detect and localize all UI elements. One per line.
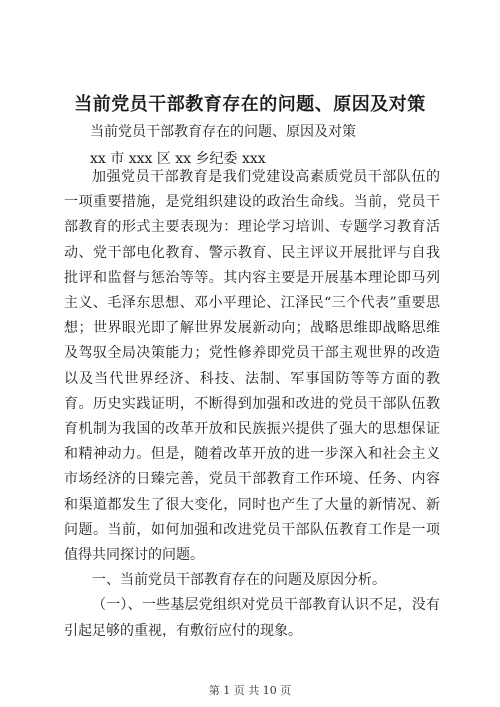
paragraph-intro: 加强党员干部教育是我们党建设高素质党员干部队伍的一项重要措施，是党组织建设的政治生命线。当前，党员干部教育的形式主要表现为：理论学习培训、专题学习教育活动、党干部电化教育、警示教育、民主评议开展批评与自我批评和监督与惩治等等。其内容主要是开展基本理论即马列主义、毛泽东思想、邓小平理论、江泽民“三个代表”重要思想；世界眼光即了解世界发展新动向；战略思维即战略思维及驾驭全局决策能力；党性修养即党员干部主观世界的改造以及当代世界经济、科技、法制、军事国防等等方面的教育。历史实践证明，不断得到加强和改进的党员干部队伍教育机制为我国的改革开放和民族振兴提供了强大的思想保证和精神动力。但是，随着改革开放的进一步深入和社会主义市场经济的日臻完善，党员干部教育工作环境、任务、内容和渠道都发生了很大变化，同时也产生了大量的新情况、新问题。当前，如何加强和改进党员干部队伍教育工作是一项值得共同探讨的问题。 [64,169,440,564]
document-author: xx 市 xxx 区 xx 乡纪委 xxx [90,151,266,167]
page-number-footer: 第 1 页 共 10 页 [208,684,292,697]
section-heading-1: 一、当前党员干部教育存在的问题及原因分析。 [92,572,386,589]
document-title: 当前党员干部教育存在的问题、原因及对策 [74,94,426,115]
document-body [64,165,440,644]
subsection-heading-1: （一）、一些基层党组织对党员干部教育认识不足，没有引起足够的重视，有敷衍应付的现象。 [64,597,440,639]
document-subtitle: 当前党员干部教育存在的问题、原因及对策 [90,124,356,140]
